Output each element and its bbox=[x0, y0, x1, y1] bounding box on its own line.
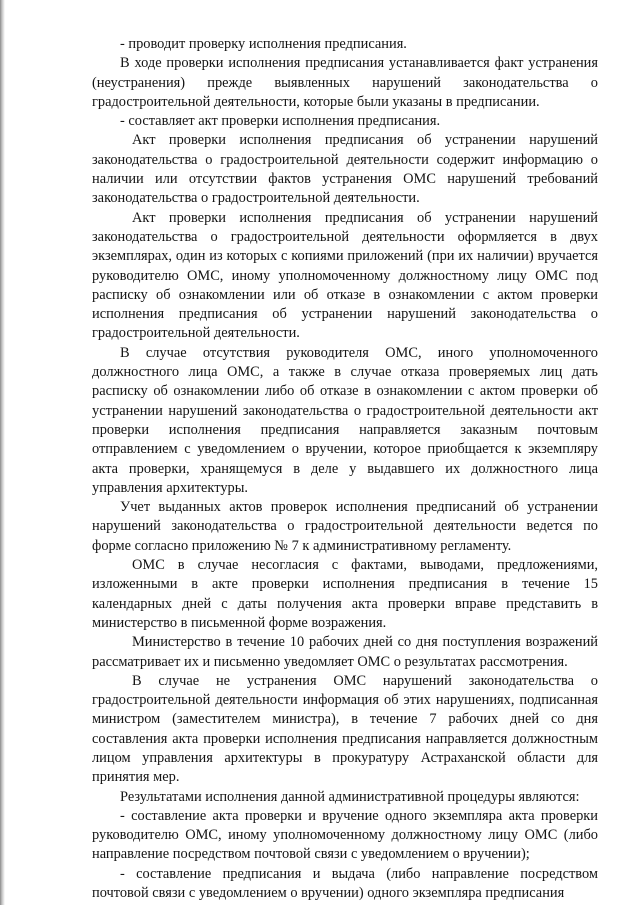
paragraph: В случае отсутствия руководителя ОМС, иного уполномоченного должностного лица ОМС, а также в случае отказа проверяемых лиц дать расписку об ознакомлении либо об отказе в ознакомлении с актом проверки об устранении нарушений законодательства о градостроительной деятельности акт проверки исполнения предписания направляется заказным почтовым отправлением с уведомлением о вручении, которое приобщается к экземпляру акта проверки, хранящемуся в деле у выдавшего их должностного лица управления архитектуры. bbox=[92, 344, 598, 496]
paragraph: В случае не устранения ОМС нарушений законодательства о градостроительной деятельности информация об этих нарушениях, подписанная министром (заместителем министра), в течение 7 рабочих дней со дня составления акта проверки исполнения предписания направляется должностным лицом управления архитектуры в прокуратуру Астраханской области для принятия мер. bbox=[92, 672, 598, 786]
paragraph: Результатами исполнения данной административной процедуры являются: bbox=[120, 788, 580, 805]
paragraph: - составляет акт проверки исполнения предписания. bbox=[120, 113, 441, 130]
paragraph: - составление предписания и выдача (либо направление посредством почтовой связи с уведомлением о вручении) одного экземпляра предписания bbox=[92, 865, 598, 902]
paragraph: Учет выданных актов проверок исполнения предписаний об устранении нарушений законодательства о градостроительной деятельности ведется по форме согласно приложению № 7 к административному регламенту. bbox=[92, 499, 598, 554]
paragraph: - проводит проверку исполнения предписания. bbox=[120, 36, 407, 52]
paragraph: ОМС в случае несогласия с фактами, выводами, предложениями, изложенными в акте проверки исполнения предписания в течение 15 календарных дней с даты получения акта проверки вправе представить в министерство в письменной форме возражения. bbox=[92, 557, 598, 631]
paragraph: - составление акта проверки и вручение одного экземпляра акта проверки руководителю ОМС, иному уполномоченному должностному лицу ОМС (либо направление посредством почтовой связи с уведомлением о вручении); bbox=[92, 807, 598, 863]
paragraph: В ходе проверки исполнения предписания устанавливается факт устранения (неустранения) прежде выявленных нарушений законодательства о градостроительной деятельности, которые были указаны в предписании. bbox=[92, 55, 598, 110]
scan-edge bbox=[0, 0, 5, 905]
document-body bbox=[92, 35, 598, 903]
paragraph: Министерство в течение 10 рабочих дней со дня поступления возражений рассматривает их и письменно уведомляет ОМС о результатах рассмотрения. bbox=[92, 634, 598, 670]
paragraph: Акт проверки исполнения предписания об устранении нарушений законодательства о градостроительной деятельности содержит информацию о наличии или отсутствии фактов устранения ОМС нарушений требований законодательства о градостроительной деятельности. bbox=[92, 132, 598, 207]
paragraph: Акт проверки исполнения предписания об устранении нарушений законодательства о градостроительной деятельности оформляется в двух экземплярах, один из которых с копиями приложений (при их наличии) вручается руководителю ОМС, иному уполномоченному должностному лицу ОМС под расписку об ознакомлении или об отказе в ознакомлении с актом проверки исполнения предписания об устранении нарушений законодательства о градостроительной деятельности. bbox=[92, 209, 598, 342]
